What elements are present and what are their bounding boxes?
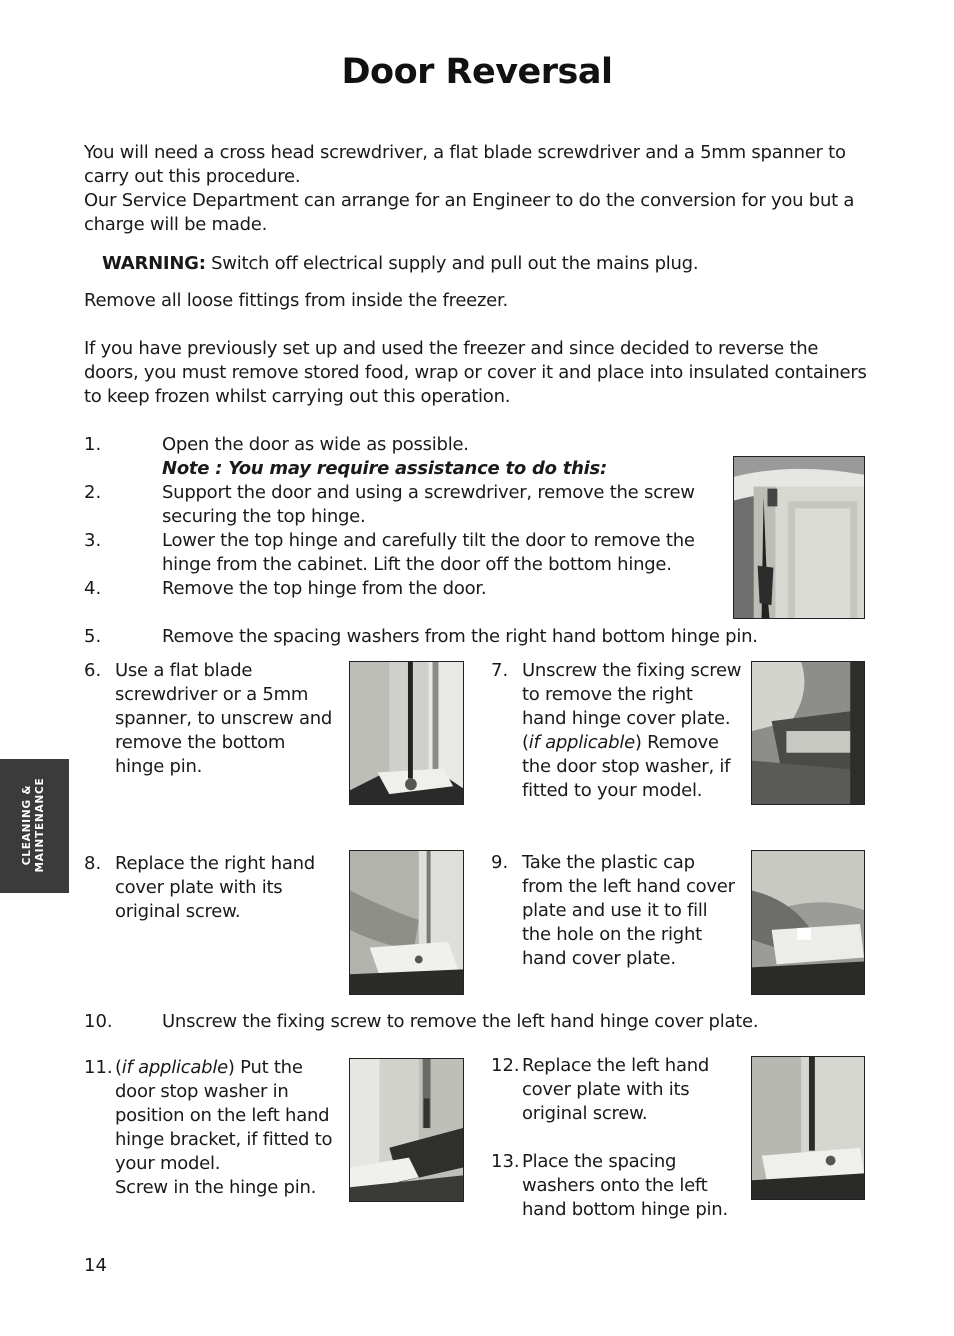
step-text: Replace the left hand cover plate with its original screw.: [522, 1055, 710, 1124]
left-cover-plate-photo: [751, 1056, 865, 1200]
side-tab-line: MAINTENANCE: [34, 777, 46, 873]
step-number: 9.: [491, 852, 509, 873]
intro-service-text: Our Service Department can arrange for an Engineer to do the conversion for you but a charge will be made.: [84, 190, 855, 235]
intro-tools-text: You will need a cross head screwdriver, a flat blade screwdriver and a 5mm spanner to carry out this procedure.: [84, 142, 846, 187]
step-text-main: ) Put the door stop washer in position on the left hand hinge bracket, if fitted to your model.: [115, 1057, 333, 1174]
step-text: Remove the top hinge from the door.: [162, 578, 487, 599]
step-number: 6.: [84, 660, 102, 681]
bottom-hinge-pin-photo: [349, 661, 464, 805]
warning-label: WARNING:: [102, 253, 206, 274]
side-tab-label: [21, 778, 47, 873]
step-text: Unscrew the fixing screw to remove the right hand hinge cover plate. (if applicable) Remove the door stop washer, if fitted to your model.: [522, 660, 742, 801]
step-text-extra: ) Remove the door stop washer, if fitted to your model.: [522, 732, 731, 801]
intro-paragraph: [84, 141, 874, 237]
page-number: 14: [84, 1255, 107, 1276]
section-side-tab: [0, 759, 69, 893]
step-text: Use a flat blade screwdriver or a 5mm spanner, to unscrew and remove the bottom hinge pin.: [115, 660, 333, 777]
step-number: 3.: [84, 530, 102, 551]
step-number: 7.: [491, 660, 509, 681]
if-applicable-text: if applicable: [121, 1057, 228, 1078]
step-text-main: Unscrew the fixing screw to remove the right hand hinge cover plate.: [522, 660, 742, 729]
remove-fittings-text: Remove all loose fittings from inside the freezer.: [84, 290, 508, 311]
step-number: 1.: [84, 434, 102, 455]
step-text: (if applicable) Put the door stop washer in position on the left hand hinge bracket, if fitted to your model. Screw in the hinge pin.: [115, 1057, 333, 1198]
step-text: Lower the top hinge and carefully tilt the door to remove the hinge from the cabinet. Lift the door off the bottom hinge.: [162, 530, 695, 575]
step-text: Take the plastic cap from the left hand cover plate and use it to fill the hole on the right hand cover plate.: [522, 852, 735, 969]
step-number: 8.: [84, 853, 102, 874]
step-number: 5.: [84, 626, 102, 647]
step-text: Open the door as wide as possible.: [162, 434, 469, 455]
step-text: Remove the spacing washers from the right hand bottom hinge pin.: [162, 626, 758, 647]
plastic-cap-photo: [751, 850, 865, 995]
step-number: 13.: [491, 1151, 520, 1172]
warning-line: [102, 252, 892, 276]
warning-text: Switch off electrical supply and pull out the mains plug.: [205, 253, 699, 274]
step-number: 10.: [84, 1011, 113, 1032]
previously-paragraph: If you have previously set up and used the freezer and since decided to reverse the doors, you must remove stored food, wrap or cover it and place into insulated containers to keep frozen whilst carrying out this operation.: [84, 338, 867, 407]
step-number: 11.: [84, 1057, 113, 1078]
step-number: 4.: [84, 578, 102, 599]
step-text: Support the door and using a screwdriver, remove the screw securing the top hinge.: [162, 482, 695, 527]
side-tab-line: CLEANING &: [21, 784, 33, 866]
step-text-extra: Screw in the hinge pin.: [115, 1177, 317, 1198]
page-title: Door Reversal: [341, 52, 613, 92]
step-text: Place the spacing washers onto the left hand bottom hinge pin.: [522, 1151, 728, 1220]
step-number: 2.: [84, 482, 102, 503]
top-hinge-photo: [733, 456, 865, 619]
right-hinge-cover-photo: [751, 661, 865, 805]
step-note: Note : You may require assistance to do this:: [162, 458, 607, 479]
step-text: Replace the right hand cover plate with its original screw.: [115, 853, 315, 922]
step-number: 12.: [491, 1055, 520, 1076]
right-cover-plate-photo: [349, 850, 464, 995]
step-text: Unscrew the fixing screw to remove the left hand hinge cover plate.: [162, 1011, 759, 1032]
door-stop-washer-photo: [349, 1058, 464, 1202]
if-applicable-text: if applicable: [528, 732, 635, 753]
